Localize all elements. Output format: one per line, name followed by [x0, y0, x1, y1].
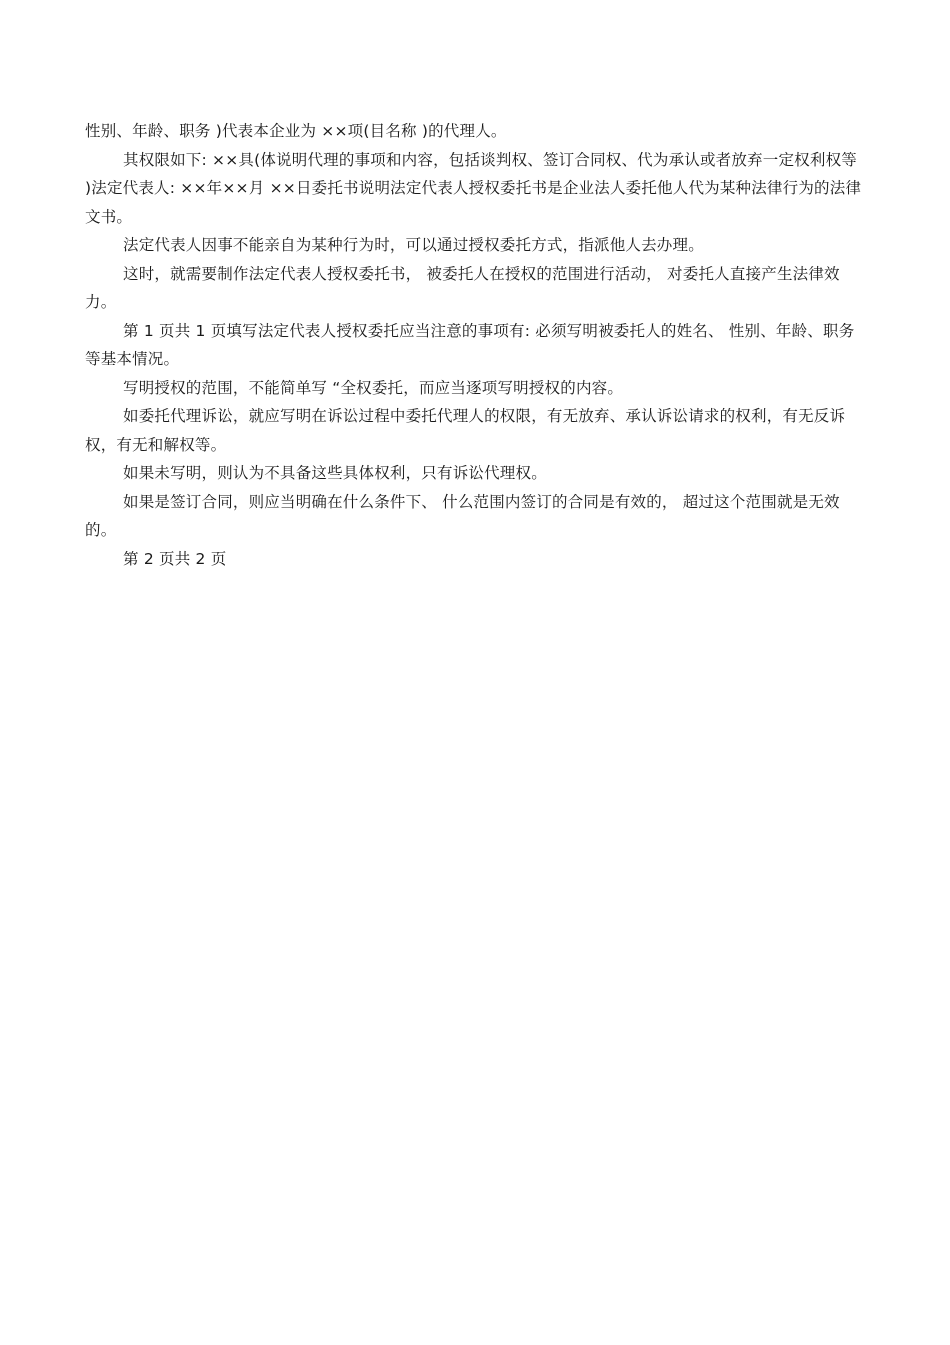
paragraph: 如果未写明，则认为不具备这些具体权利，只有诉讼代理权。 — [123, 464, 547, 482]
page-footer-number: 第 2 页共 2 页 — [123, 549, 227, 568]
paragraph: 法定代表人因事不能亲自为某种行为时，可以通过授权委托方式，指派他人去办理。 — [123, 236, 704, 254]
paragraph: 性别、年龄、职务 )代表本企业为 ××项(目名称 )的代理人。 — [85, 122, 507, 140]
paragraph: 写明授权的范围，不能简单写 “全权委托，而应当逐项写明授权的内容。 — [123, 378, 624, 397]
paragraph: 这时，就需要制作法定代表人授权委托书， 被委托人在授权的范围进行活动， 对委托人直接产生法律效力。 — [85, 264, 840, 311]
paragraph: 如委托代理诉讼，就应写明在诉讼过程中委托代理人的权限，有无放弃、承认诉讼请求的权利，有无反诉权，有无和解权等。 — [85, 407, 846, 454]
document-body — [85, 117, 865, 573]
paragraph: 第 1 页共 1 页填写法定代表人授权委托应当注意的事项有: 必须写明被委托人的姓名、 性别、年龄、职务等基本情况。 — [85, 321, 855, 368]
paragraph: 其权限如下: ××具(体说明代理的事项和内容，包括谈判权、签订合同权、代为承认或者放弃一定权利权等 )法定代表人: ××年××月 ××日委托书说明法定代表人授权委托书是企业法人委托他人代为某种法律行为的法律文书。 — [85, 150, 862, 226]
paragraph: 如果是签订合同，则应当明确在什么条件下、 什么范围内签订的合同是有效的， 超过这个范围就是无效的。 — [85, 492, 840, 539]
